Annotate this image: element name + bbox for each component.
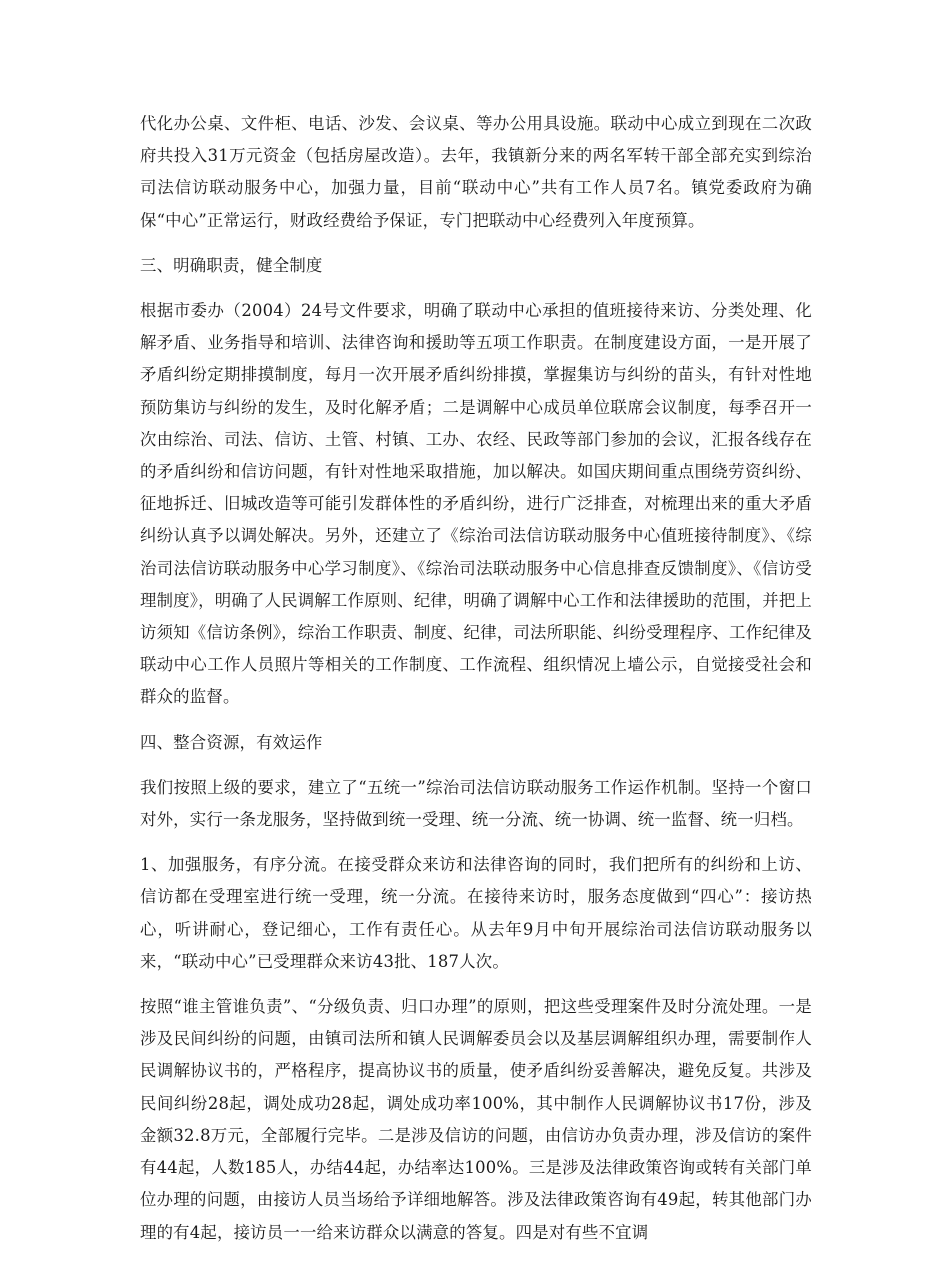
- document-body: [140, 108, 812, 1262]
- paragraph-funding: 代化办公桌、文件柜、电话、沙发、会议桌、等办公用具设施。联动中心成立到现在二次政府共投入31万元资金（包括房屋改造）。去年，我镇新分来的两名军转干部全部充实到综治司法信访联动服务中心，加强力量，目前“联动中心”共有工作人员7名。镇党委政府为确保“中心”正常运行，财政经费给予保证，专门把联动中心经费列入年度预算。: [140, 114, 812, 230]
- paragraph-duties-system: 根据市委办（2004）24号文件要求，明确了联动中心承担的值班接待来访、分类处理、化解矛盾、业务指导和培训、法律咨询和援助等五项工作职责。在制度建设方面，一是开展了矛盾纠纷定期排摸制度，每月一次开展矛盾纠纷排摸，掌握集访与纠纷的苗头，有针对性地预防集访与纠纷的发生，及时化解矛盾；二是调解中心成员单位联席会议制度，每季召开一次由综治、司法、信访、土管、村镇、工办、农经、民政等部门参加的会议，汇报各线存在的矛盾纠纷和信访问题，有针对性地采取措施，加以解决。如国庆期间重点围绕劳资纠纷、征地拆迁、旧城改造等可能引发群体性的矛盾纠纷，进行广泛排查，对梳理出来的重大矛盾纠纷认真予以调处解决。另外，还建立了《综治司法信访联动服务中心值班接待制度》、《综治司法信访联动服务中心学习制度》、《综治司法联动服务中心信息排查反馈制度》、《信访受理制度》，明确了人民调解工作原则、纪律，明确了调解中心工作和法律援助的范围，并把上访须知《信访条例》，综治工作职责、制度、纪律，司法所职能、纠纷受理程序、工作纪律及联动中心工作人员照片等相关的工作制度、工作流程、组织情况上墙公示，自觉接受社会和群众的监督。: [140, 301, 813, 707]
- paragraph-case-handling: 按照“谁主管谁负责”、“分级负责、归口办理”的原则，把这些受理案件及时分流处理。一是涉及民间纠纷的问题，由镇司法所和镇人民调解委员会以及基层调解组织办理，需要制作人民调解协议书的，严格程序，提高协议书的质量，使矛盾纠纷妥善解决，避免反复。共涉及民间纠纷28起，调处成功28起，调处成功率100%，其中制作人民调解协议书17份，涉及金额32.8万元，全部履行完毕。二是涉及信访的问题，由信访办负责办理，涉及信访的案件有44起，人数185人，办结44起，办结率达100%。三是涉及法律政策咨询或转有关部门单位办理的问题，由接访人员当场给予详细地解答。涉及法律政策咨询有49起，转其他部门办理的有4起，接访员一一给来访群众以满意的答复。四是对有些不宜调: [140, 997, 812, 1242]
- paragraph-mechanism: 我们按照上级的要求，建立了“五统一”综治司法信访联动服务工作运作机制。坚持一个窗口对外，实行一条龙服务，坚持做到统一受理、统一分流、统一协调、统一监督、统一归档。: [140, 777, 812, 830]
- section-heading-4: 四、整合资源，有效运作: [140, 732, 323, 752]
- section-heading-3: 三、明确职责，健全制度: [140, 255, 323, 275]
- paragraph-service-routing: 1、加强服务，有序分流。在接受群众来访和法律咨询的同时，我们把所有的纠纷和上访、信访都在受理室进行统一受理，统一分流。在接待来访时，服务态度做到“四心”：接访热心，听讲耐心，登记细心，工作有责任心。从去年9月中旬开展综治司法信访联动服务以来，“联动中心”已受理群众来访43批、187人次。: [140, 855, 812, 971]
